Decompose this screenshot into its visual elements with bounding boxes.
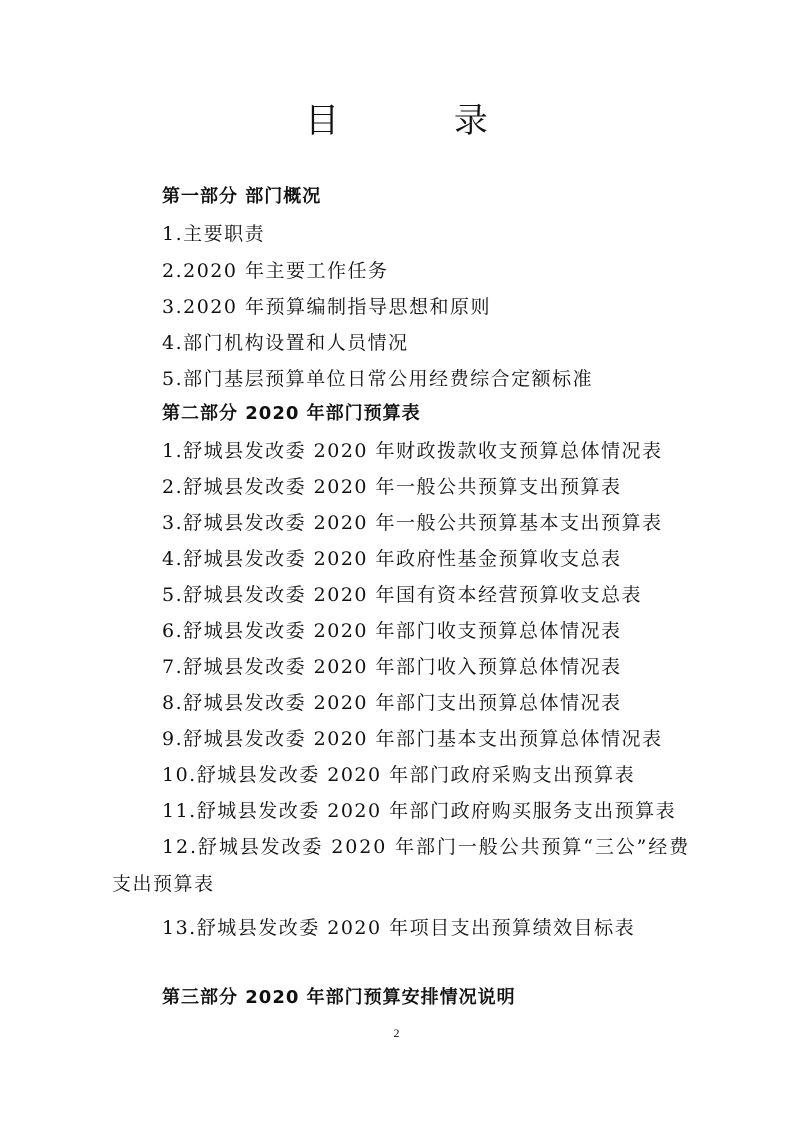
part2-item-11: 11.舒城县发改委 2020 年部门政府购买服务支出预算表 [162, 800, 677, 822]
part3-heading: 第三部分 2020 年部门预算安排情况说明 [162, 987, 516, 1008]
part2-item-12-line2: 支出预算表 [112, 873, 215, 895]
part2-item-2: 2.舒城县发改委 2020 年一般公共预算支出预算表 [162, 476, 622, 498]
part2-item-4: 4.舒城县发改委 2020 年政府性基金预算收支总表 [162, 548, 622, 570]
part2-item-1: 1.舒城县发改委 2020 年财政拨款收支预算总体情况表 [162, 440, 663, 462]
page-title: 目 录 [305, 101, 540, 141]
part2-item-9: 9.舒城县发改委 2020 年部门基本支出预算总体情况表 [162, 728, 663, 750]
page-number: 2 [393, 1026, 400, 1040]
part2-item-12-line1: 12.舒城县发改委 2020 年部门一般公共预算“三公”经费 [162, 836, 691, 858]
part2-item-7: 7.舒城县发改委 2020 年部门收入预算总体情况表 [162, 656, 622, 678]
part1-item-1: 1.主要职责 [162, 223, 266, 245]
part2-item-13: 13.舒城县发改委 2020 年项目支出预算绩效目标表 [162, 917, 636, 939]
part2-item-5: 5.舒城县发改委 2020 年国有资本经营预算收支总表 [162, 584, 643, 606]
part1-item-5: 5.部门基层预算单位日常公用经费综合定额标准 [162, 368, 594, 390]
part2-item-6: 6.舒城县发改委 2020 年部门收支预算总体情况表 [162, 620, 622, 642]
part2-heading: 第二部分 2020 年部门预算表 [162, 403, 421, 424]
part1-item-2: 2.2020 年主要工作任务 [162, 260, 389, 282]
part2-item-8: 8.舒城县发改委 2020 年部门支出预算总体情况表 [162, 692, 622, 714]
part2-item-10: 10.舒城县发改委 2020 年部门政府采购支出预算表 [162, 764, 636, 786]
part2-item-3: 3.舒城县发改委 2020 年一般公共预算基本支出预算表 [162, 512, 663, 534]
part1-heading: 第一部分 部门概况 [162, 186, 322, 207]
part1-item-4: 4.部门机构设置和人员情况 [162, 332, 409, 354]
part1-item-3: 3.2020 年预算编制指导思想和原则 [162, 296, 492, 318]
